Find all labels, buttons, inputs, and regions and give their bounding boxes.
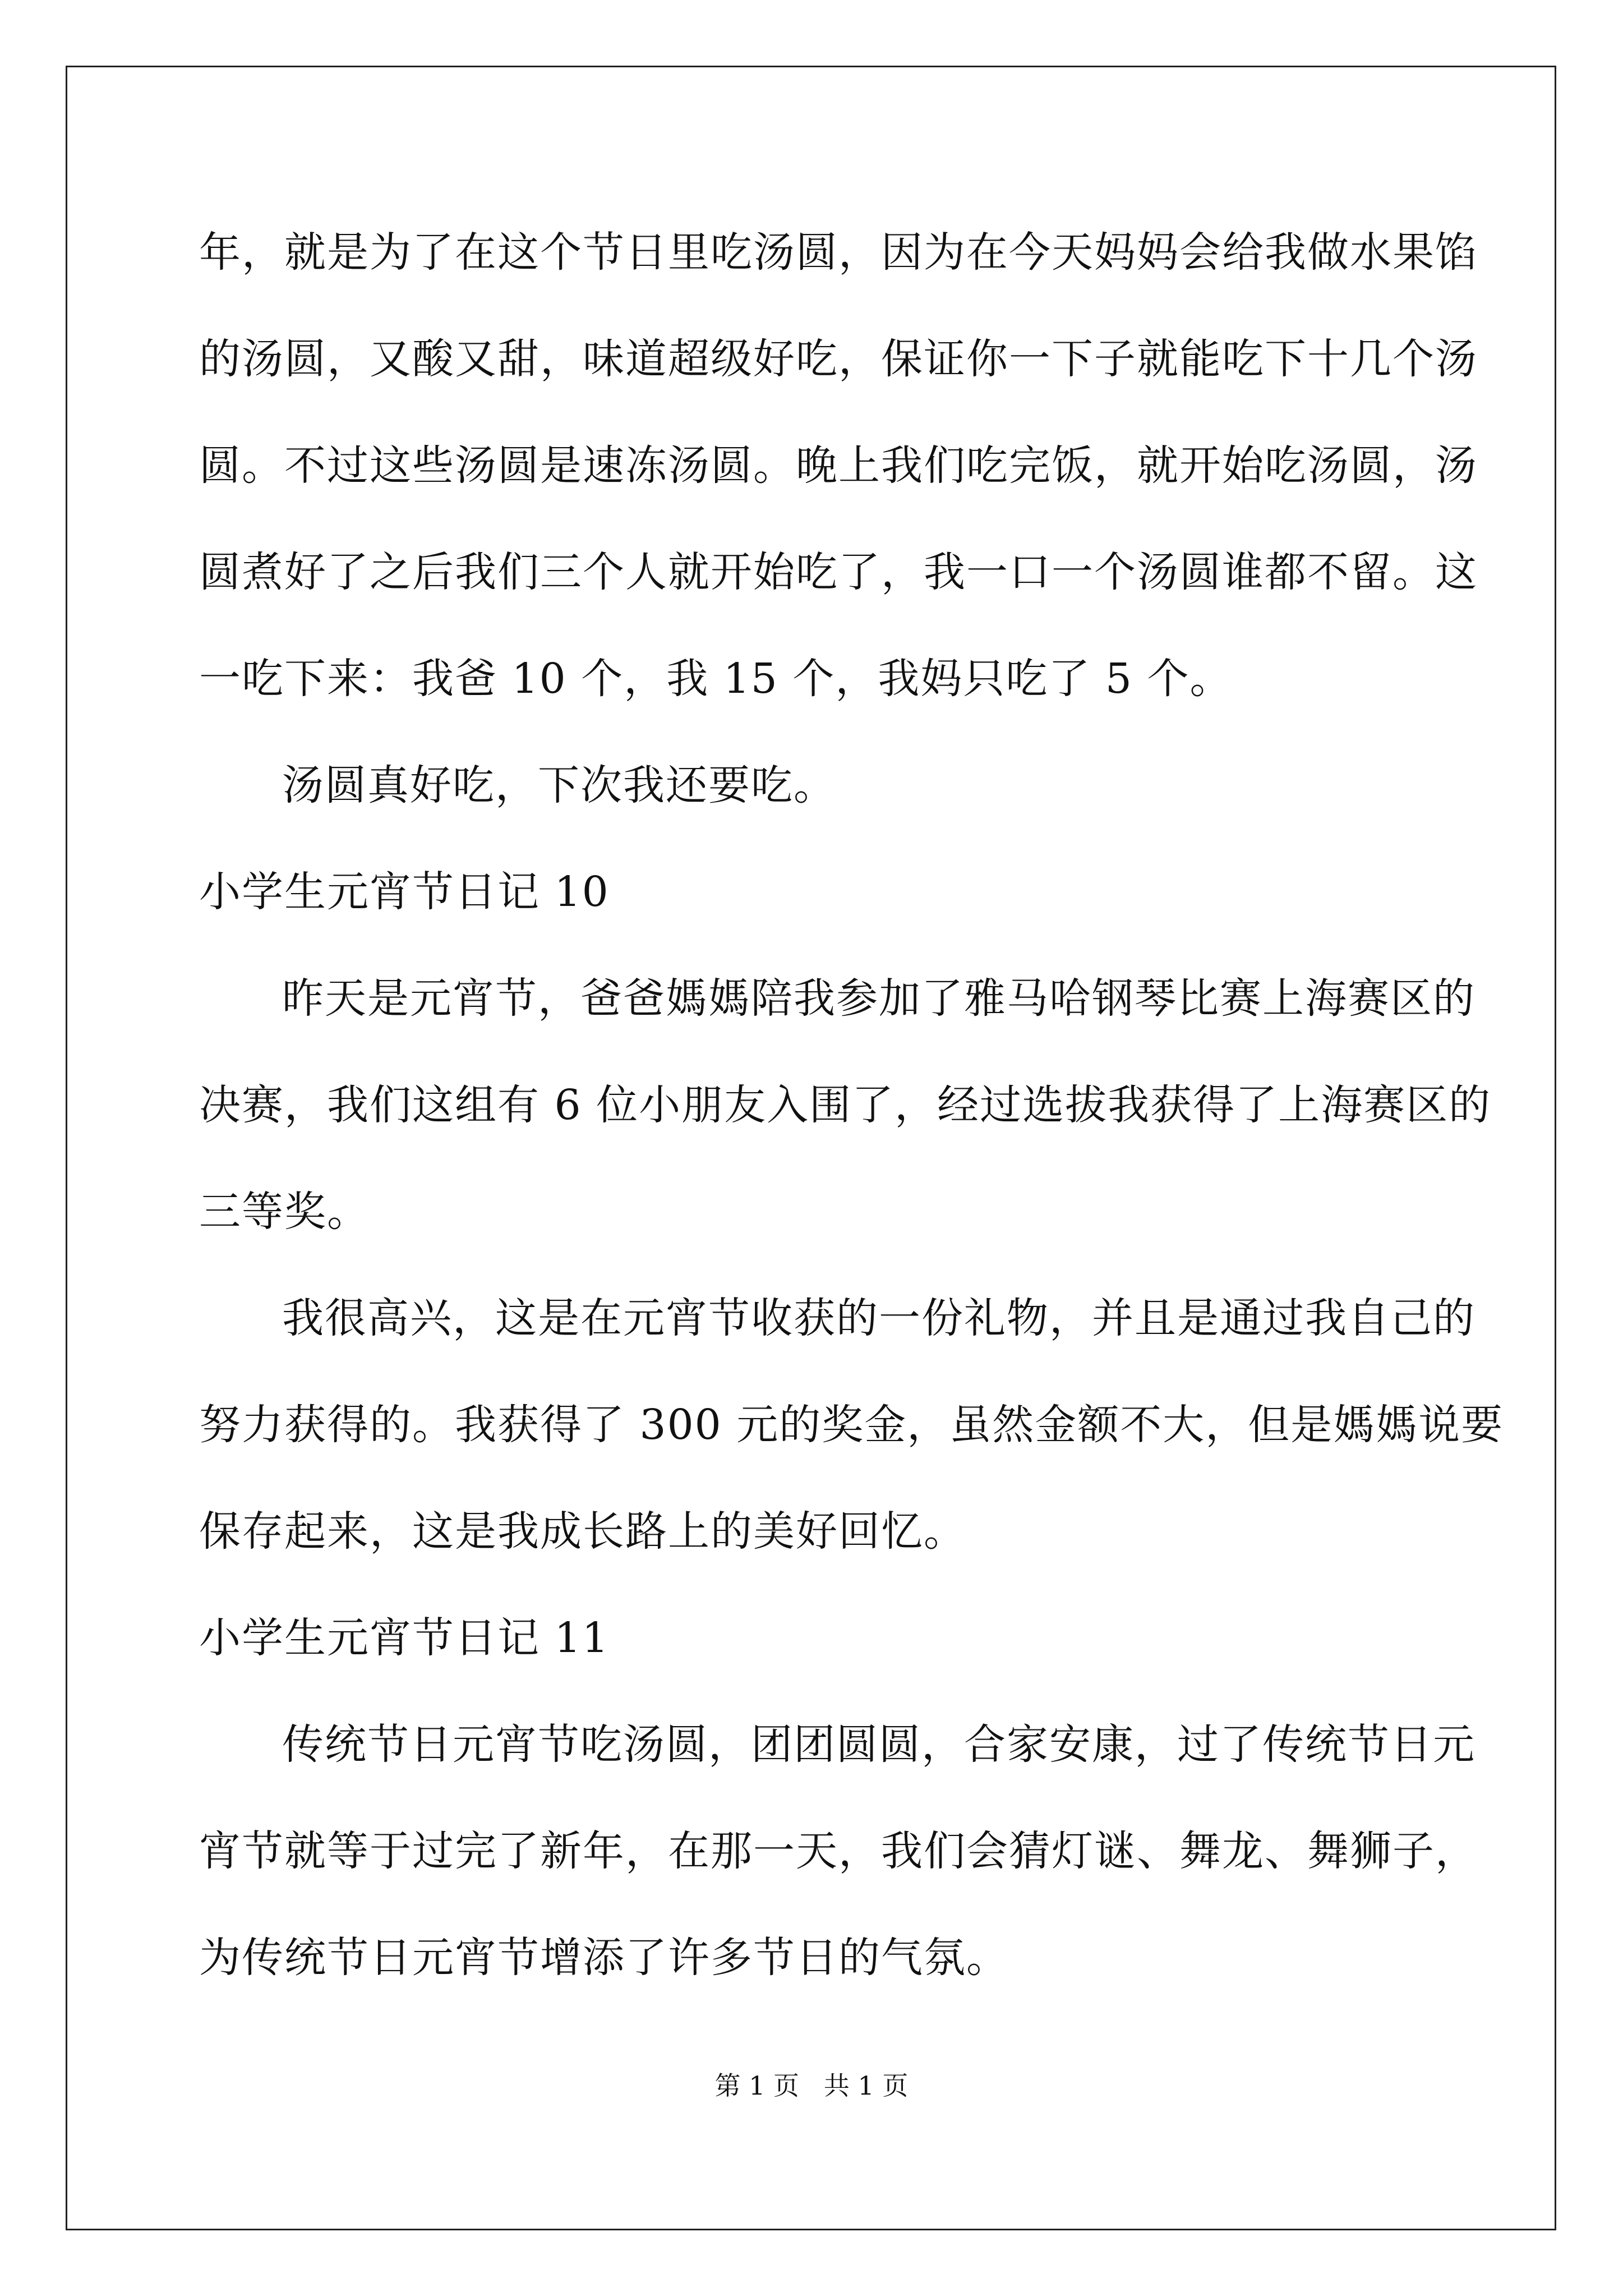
paragraph-line: 为传统节日元宵节增添了许多节日的气氛。 (199, 1934, 1009, 1982)
document-body (199, 210, 1504, 2022)
section-heading: 小学生元宵节日记 10 (199, 868, 610, 916)
page-footer: 第 1 页 共 1 页 (714, 2070, 909, 2101)
paragraph-line: 年，就是为了在这个节日里吃汤圆，因为在今天妈妈会给我做水果馅 (199, 228, 1478, 277)
paragraph-line: 保存起来，这是我成长路上的美好回忆。 (199, 1507, 966, 1556)
section-heading: 小学生元宵节日记 11 (199, 1614, 610, 1662)
paragraph-line: 圆。不过这些汤圆是速冻汤圆。晚上我们吃完饭，就开始吃汤圆，汤 (199, 441, 1478, 490)
paragraph-line: 传统节日元宵节吃汤圆，团团圆圆，合家安康，过了传统节日元 (282, 1720, 1476, 1769)
paragraph-line: 宵节就等于过完了新年，在那一天，我们会猜灯谜、舞龙、舞狮子， (199, 1827, 1478, 1875)
paragraph-line: 昨天是元宵节，爸爸媽媽陪我参加了雅马哈钢琴比赛上海赛区的 (282, 974, 1476, 1023)
paragraph-line: 我很高兴，这是在元宵节收获的一份礼物，并且是通过我自己的 (282, 1294, 1476, 1342)
paragraph-line: 努力获得的。我获得了 300 元的奖金，虽然金额不大，但是媽媽说要 (199, 1401, 1504, 1449)
paragraph-line: 三等奖。 (199, 1188, 370, 1236)
paragraph-line: 圆煮好了之后我们三个人就开始吃了，我一口一个汤圆谁都不留。这 (199, 548, 1478, 596)
paragraph-line: 决赛，我们这组有 6 位小朋友入围了，经过选拔我获得了上海赛区的 (199, 1081, 1492, 1129)
paragraph-line: 的汤圆，又酸又甜，味道超级好吃，保证你一下子就能吃下十几个汤 (199, 335, 1478, 383)
paragraph-line: 一吃下来：我爸 10 个，我 15 个，我妈只吃了 5 个。 (199, 655, 1233, 703)
paragraph-line: 汤圆真好吃，下次我还要吃。 (282, 761, 836, 809)
